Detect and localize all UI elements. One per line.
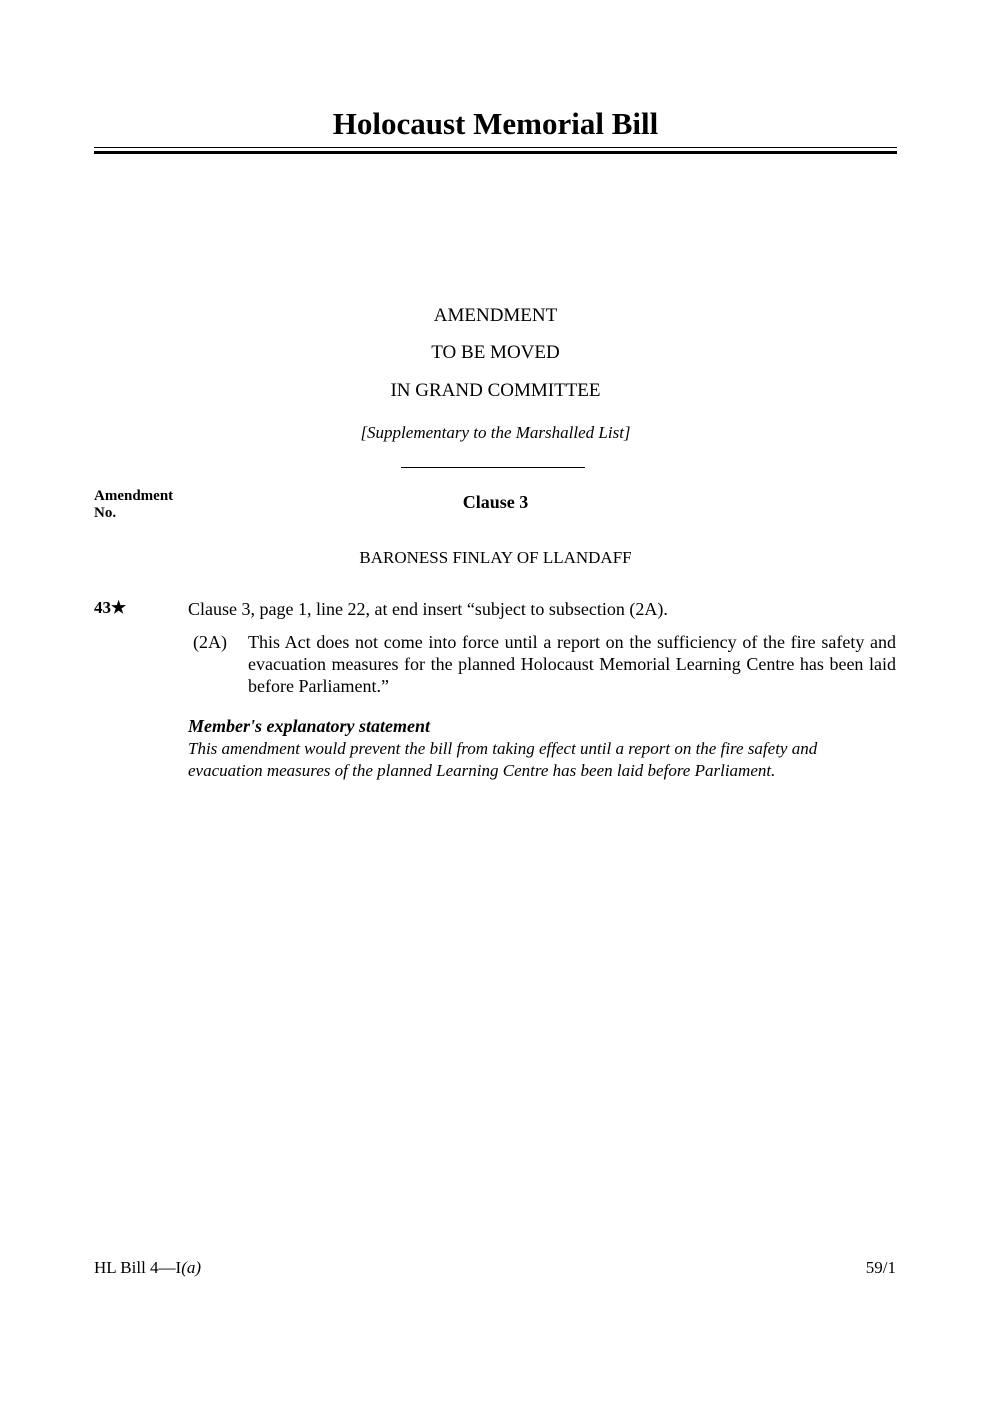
subsection-label: (2A) <box>193 632 227 652</box>
amendment-text: Clause 3, page 1, line 22, at end insert “subject to subsection (2A). <box>188 599 668 619</box>
bill-ref-suffix: (a) <box>181 1258 202 1277</box>
heading-grand-committee: IN GRAND COMMITTEE <box>390 380 601 401</box>
document-title: Holocaust Memorial Bill <box>332 106 659 141</box>
divider <box>401 467 585 468</box>
heading-to-be-moved: TO BE MOVED <box>431 342 560 363</box>
title-rule-thick <box>94 151 897 154</box>
member-name: BARONESS FINLAY OF LLANDAFF <box>359 548 632 567</box>
bill-ref: HL Bill 4—I <box>94 1258 182 1277</box>
amendment-number: 43★ <box>94 598 127 617</box>
supplementary-note: [Supplementary to the Marshalled List] <box>360 423 631 442</box>
subsection-text: This Act does not come into force until a report on the sufficiency of the fire safety and evacuation measures for the planned Holocaust Memorial Learning Centre has been laid before Parliament.” <box>248 632 896 696</box>
explanatory-statement-text: This amendment would prevent the bill from taking effect until a report on the fire safety and evacuation measures of the planned Learning Centre has been laid before Parliament. <box>188 739 818 780</box>
label-line2: No. <box>94 505 117 521</box>
page-number: 59/1 <box>865 1258 896 1277</box>
explanatory-statement-heading: Member's explanatory statement <box>188 716 430 736</box>
heading-amendment: AMENDMENT <box>433 305 558 326</box>
clause-heading: Clause 3 <box>462 492 529 512</box>
title-rule-thin <box>94 147 897 148</box>
bill-reference <box>94 1258 201 1278</box>
label-line1: Amendment <box>94 488 174 504</box>
